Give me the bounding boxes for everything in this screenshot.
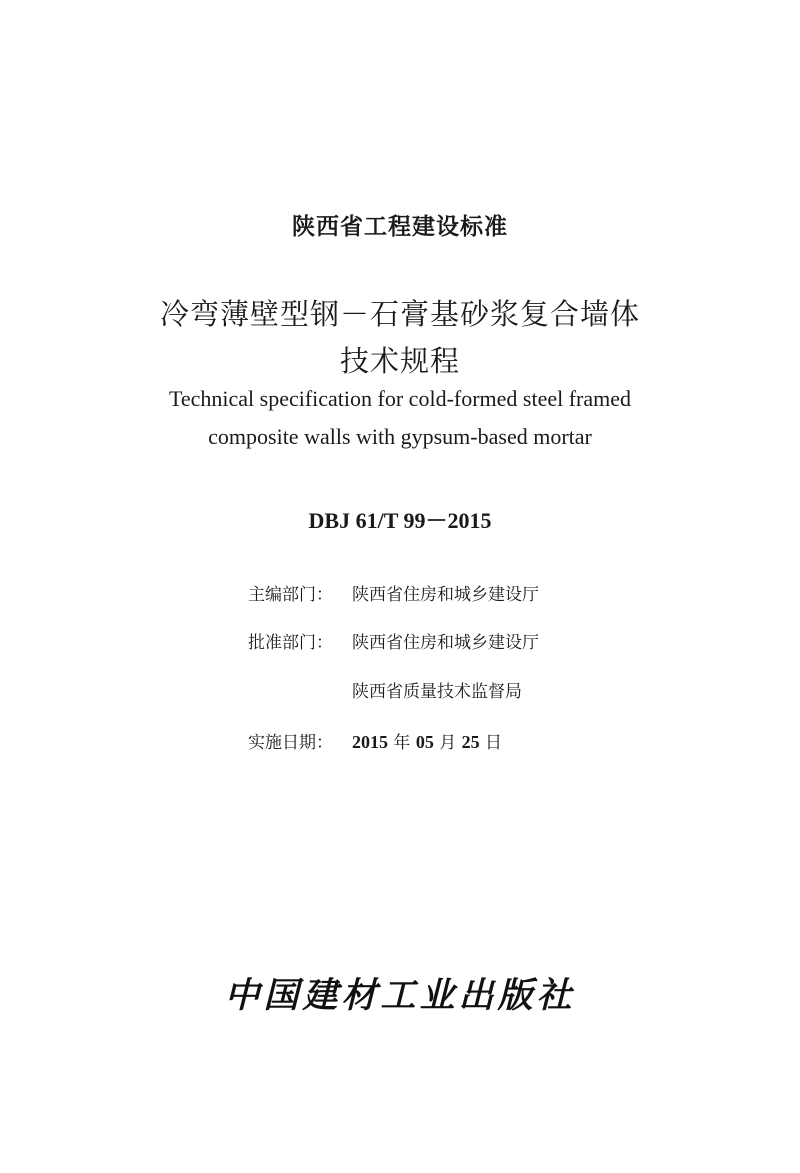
effective-day: 25: [461, 732, 480, 752]
effective-year: 2015: [352, 732, 388, 752]
standard-code: DBJ 61/T 99－2015: [308, 508, 492, 533]
effective-month: 05: [415, 732, 434, 752]
approver-value-1: 陕西省住房和城乡建设厅: [352, 633, 539, 653]
day-unit: 日: [479, 733, 503, 753]
title-zh-line2: 技术规程: [339, 344, 460, 378]
approver-value-2: 陕西省质量技术监督局: [352, 682, 522, 702]
approver-row: [248, 628, 539, 653]
effective-date-label: 实施日期：: [248, 733, 333, 753]
series-title: 陕西省工程建设标准: [292, 214, 508, 240]
title-en-line2: composite walls with gypsum-based mortar: [208, 424, 592, 449]
approver-label: 批准部门：: [248, 633, 333, 653]
publisher-logo: 中国建材工业出版社: [224, 975, 576, 1016]
title-en-line1: Technical specification for cold-formed steel framed: [168, 386, 632, 411]
effective-date-row: [248, 728, 502, 753]
title-zh-line1: 冷弯薄壁型钢－石膏基砂浆复合墙体: [159, 297, 640, 331]
editor-label: 主编部门：: [248, 585, 333, 605]
editor-value: 陕西省住房和城乡建设厅: [352, 585, 539, 605]
month-unit: 月: [433, 733, 462, 753]
approver-row-2: [248, 677, 522, 702]
year-unit: 年: [388, 733, 416, 753]
editor-row: [248, 580, 539, 605]
